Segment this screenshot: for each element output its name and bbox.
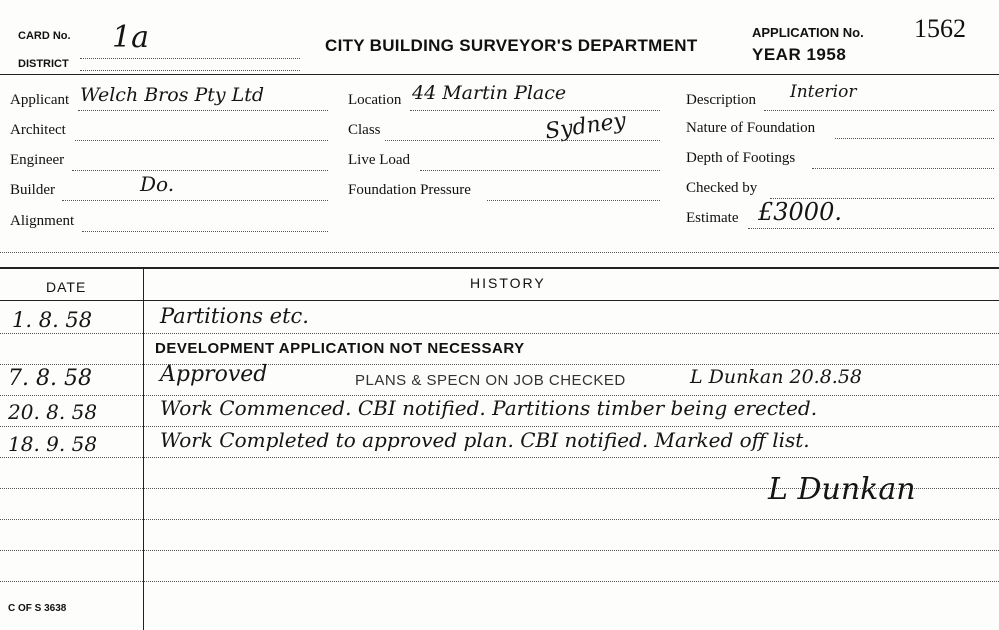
ruled-line (0, 457, 999, 458)
history-row-entry: Work Commenced. CBI notified. Partitions timber being erected. (160, 396, 818, 420)
history-row-entry: Approved (160, 362, 268, 387)
fields-bottom-line (0, 252, 999, 253)
live-load-label: Live Load (348, 152, 411, 168)
date-column-header: DATE (46, 279, 87, 295)
ruled-line (0, 581, 999, 582)
district-line (80, 70, 300, 71)
final-signature: L Dunkan (768, 472, 916, 507)
architect-label: Architect (10, 122, 66, 138)
history-header-rule (0, 300, 999, 301)
description-line (764, 110, 994, 111)
history-top-rule (0, 267, 999, 269)
card-no-value: 1a (112, 20, 149, 55)
nature-of-foundation-label: Nature of Foundation (686, 120, 816, 136)
date-column-divider (143, 268, 144, 630)
alignment-line (82, 231, 328, 232)
nature-of-foundation-line (835, 138, 994, 139)
depth-of-footings-label: Depth of Footings (686, 150, 796, 166)
ruled-line (0, 550, 999, 551)
ruled-line (0, 333, 999, 334)
description-label: Description (686, 92, 756, 108)
foundation-pressure-label: Foundation Pressure (348, 182, 471, 198)
district-label: DISTRICT (18, 58, 69, 70)
applicant-line (78, 110, 328, 111)
card-no-line (80, 58, 300, 59)
location-value: 44 Martin Place (412, 82, 567, 104)
history-row-date: 7. 8. 58 (8, 366, 92, 391)
estimate-label: Estimate (686, 210, 739, 226)
builder-line (62, 200, 328, 201)
history-row-date: 20. 8. 58 (8, 400, 98, 424)
live-load-line (420, 170, 660, 171)
history-row-date: 1. 8. 58 (12, 308, 93, 332)
description-value: Interior (790, 82, 857, 102)
year-label: YEAR 1958 (752, 45, 847, 64)
application-no-label: APPLICATION No. (752, 25, 864, 40)
department-title: CITY BUILDING SURVEYOR'S DEPARTMENT (325, 36, 698, 55)
depth-of-footings-line (812, 168, 994, 169)
architect-line (75, 140, 328, 141)
form-code: C OF S 3638 (8, 603, 67, 614)
class-value: Sydney (543, 108, 628, 145)
card-no-label: CARD No. (18, 30, 71, 42)
history-row-date: 18. 9. 58 (8, 432, 98, 456)
alignment-label: Alignment (10, 213, 75, 229)
ruled-line (0, 519, 999, 520)
class-label: Class (348, 122, 381, 138)
history-column-header: HISTORY (470, 275, 546, 291)
builder-value: Do. (140, 172, 175, 196)
history-row-entry: Partitions etc. (160, 304, 309, 328)
plans-checked-stamp: PLANS & SPECN ON JOB CHECKED (355, 372, 626, 389)
checked-by-label: Checked by (686, 180, 758, 196)
development-stamp: DEVELOPMENT APPLICATION NOT NECESSARY (155, 340, 525, 357)
builder-label: Builder (10, 182, 55, 198)
foundation-pressure-line (487, 200, 660, 201)
applicant-label: Applicant (10, 92, 70, 108)
class-line (385, 140, 660, 141)
location-label: Location (348, 92, 402, 108)
engineer-label: Engineer (10, 152, 65, 168)
estimate-line (748, 228, 994, 229)
ruled-line (0, 364, 999, 365)
estimate-value: £3000. (758, 198, 842, 226)
checked-signature: L Dunkan 20.8.58 (690, 366, 863, 388)
applicant-value: Welch Bros Pty Ltd (80, 84, 265, 106)
header-rule (0, 74, 999, 75)
application-no-value: 1562 (914, 14, 966, 43)
history-row-entry: Work Completed to approved plan. CBI notified. Marked off list. (160, 428, 810, 452)
ruled-line (0, 426, 999, 427)
engineer-line (72, 170, 328, 171)
